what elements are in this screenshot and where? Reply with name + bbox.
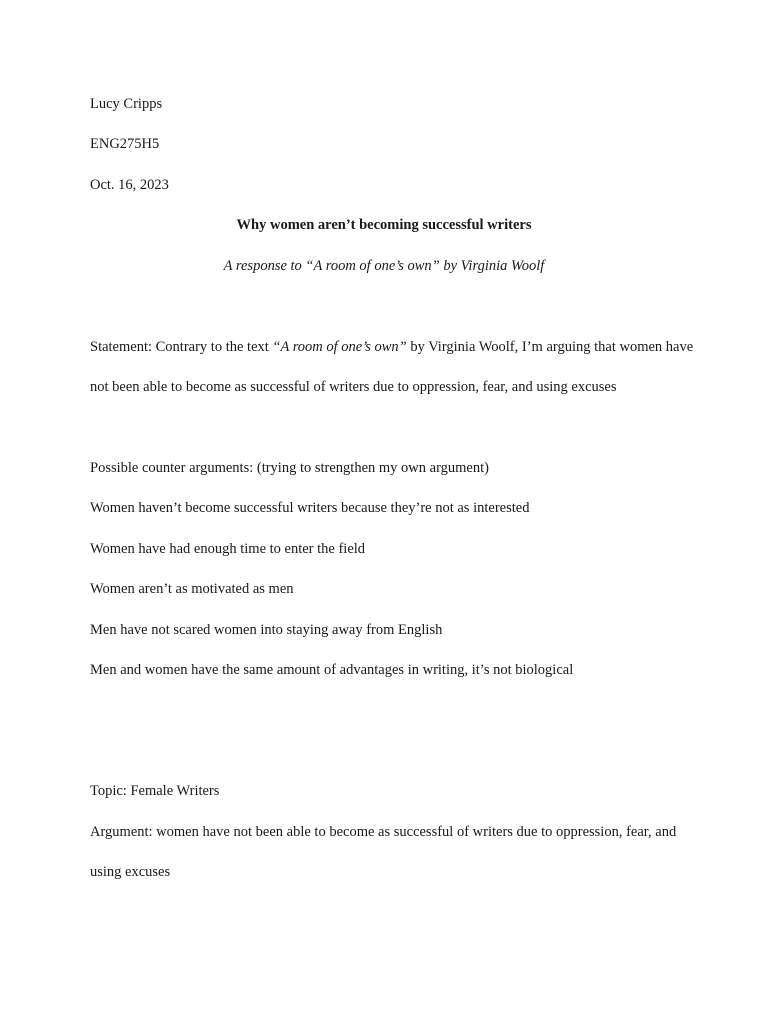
counter-argument-item: Women aren’t as motivated as men	[90, 581, 294, 597]
statement-work-title: “A room of one’s own”	[272, 339, 407, 355]
argument-line-1: Argument: women have not been able to become as successful of writers due to oppression, fear, and	[90, 824, 677, 840]
statement-suffix: by Virginia Woolf, I’m arguing that women have	[406, 339, 694, 355]
author-name: Lucy Cripps	[90, 96, 163, 112]
course-code: ENG275H5	[90, 136, 160, 152]
document-title: Why women aren’t becoming successful writers	[236, 217, 532, 233]
counter-argument-item: Men have not scared women into staying away from English	[90, 622, 443, 638]
argument-line-2: using excuses	[90, 864, 171, 880]
statement-line-2: not been able to become as successful of writers due to oppression, fear, and using excuses	[90, 379, 617, 395]
document-subtitle: A response to “A room of one’s own” by Virginia Woolf	[223, 258, 545, 274]
statement-prefix: Statement: Contrary to the text	[90, 339, 273, 355]
topic-line: Topic: Female Writers	[90, 783, 220, 799]
counter-argument-item: Women haven’t become successful writers because they’re not as interested	[90, 500, 530, 516]
counter-argument-item: Women have had enough time to enter the field	[90, 541, 366, 557]
document-date: Oct. 16, 2023	[90, 177, 169, 193]
statement-line-1	[90, 338, 693, 356]
counter-arguments-heading: Possible counter arguments: (trying to strengthen my own argument)	[90, 460, 489, 476]
counter-argument-item: Men and women have the same amount of advantages in writing, it’s not biological	[90, 662, 574, 678]
